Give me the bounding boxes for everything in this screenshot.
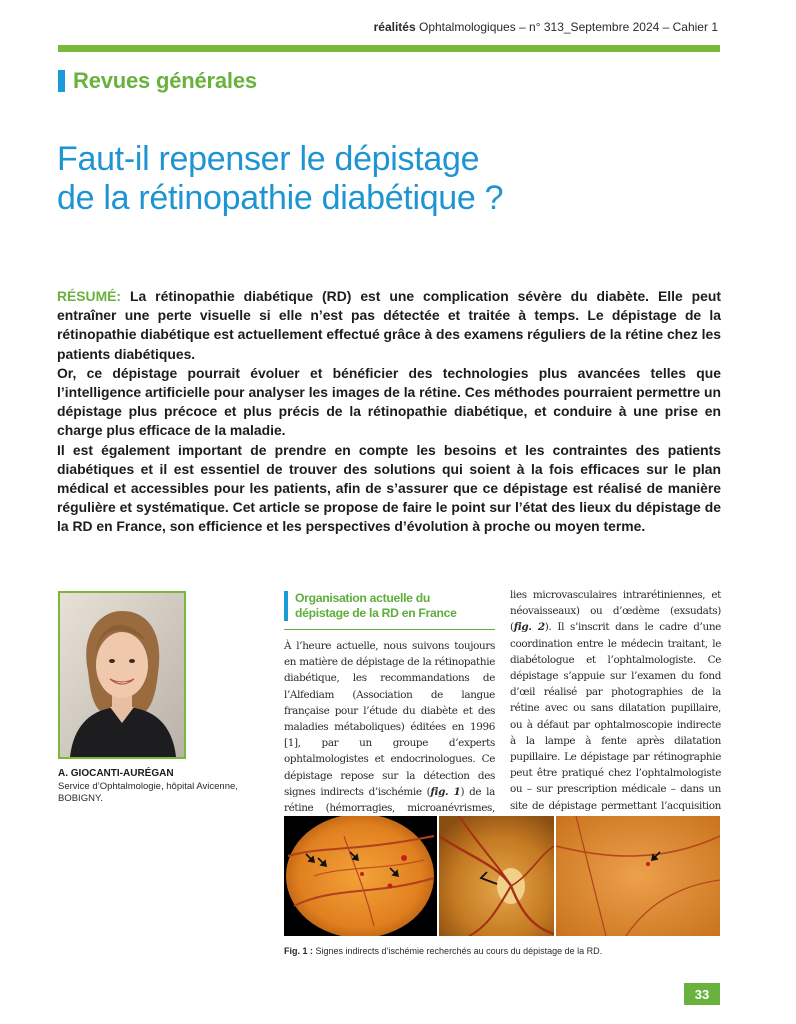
body-text: À l’heure actuelle, nous suivons toujours en matière de dépistage de la rétinopathie diabétique, les recommandations de l’Alfediam (Association de langue française pour l’étude du diabète et des maladies métaboliques) éditées en 1996 [1], par un groupe d’experts ophtalmologistes et endocrinologues. Ce dépistage repose sur la détection des signes indirects d’ischémie ( <box>284 640 495 798</box>
body-text: lies microvasculaires intrarétiniennes, et néovaisseaux) ou d’œdème (exsudats) ( <box>510 589 721 634</box>
figure-reference: fig. 2 <box>513 621 545 634</box>
subsection-heading <box>284 591 495 621</box>
article-title <box>57 140 737 218</box>
figure-label: Fig. 1 : <box>284 946 313 956</box>
subsection-heading-line-2: dépistage de la RD en France <box>295 606 457 620</box>
abstract-text-1: La rétinopathie diabétique (RD) est une complication sévère du diabète. Elle peut entraîner une perte visuelle si elle n’est pas détectée et traitée à temps. Le dépistage de la rétinopathie diabétique est actuellement effectué grâce à des examens réguliers de la rétine chez les patients diabétiques. <box>57 288 721 362</box>
figure-reference: fig. 1 <box>430 785 461 798</box>
journal-brand: réalités <box>373 20 416 34</box>
abstract-label: RÉSUMÉ: <box>57 288 122 304</box>
affiliation-line-2: BOBIGNY. <box>58 793 103 804</box>
page-number: 33 <box>684 983 720 1005</box>
section-label: Revues générales <box>73 68 257 93</box>
subsection-heading-line-1: Organisation actuelle du <box>295 591 431 605</box>
figure-caption-text: Signes indirects d’ischémie recherchés au cours du dépistage de la RD. <box>313 946 603 956</box>
body-text: ). Il s’inscrit dans le cadre d’une coordination entre le médecin traitant, le diabétologue et l’ophtalmologiste. Ce dépistage s’appuie sur l’examen du fond d’œil réalisé par photographies de la rétine avec ou sans dilatation pupillaire, ou à défaut par ophtalmoscopie indirecte à la lampe à fente après dilatation pupillaire. Le dépistage par rétinographie peut être pratiqué chez l’ophtalmologiste ou – sur prescription médicale – dans un site de dépistage permettant l’acquisition <box>510 621 721 812</box>
author-photo <box>58 591 186 759</box>
figure-caption <box>284 946 602 956</box>
author-portrait-illustration <box>60 593 184 757</box>
section-tag <box>58 69 257 93</box>
fundus-image-c <box>556 816 720 936</box>
body-column-2 <box>510 587 721 830</box>
journal-issue: Ophtalmologiques – n° 313_Septembre 2024 – Cahier 1 <box>415 20 718 34</box>
abstract-paragraph-3: Il est également important de prendre en compte les besoins et les contraintes des patients diabétiques et il est essentiel de trouver des solutions qui soient à la fois efficaces sur le plan médical et accessibles pour les patients, afin de s’assurer que ce dépistage est réalisé de manière régulière et systématique. Cet article se propose de faire le point sur l’état des lieux du dépistage de la RD en France, son efficience et les perspectives d’évolution à proche ou moyen terme. <box>57 441 721 535</box>
section-marker <box>58 70 65 92</box>
author-affiliation <box>58 781 268 805</box>
author-name: A. GIOCANTI-AURÉGAN <box>58 768 174 779</box>
subsection-rule <box>284 629 495 630</box>
header-rule <box>58 45 720 52</box>
body-paragraph-2 <box>510 587 721 830</box>
abstract <box>57 287 721 537</box>
body-column-1 <box>284 638 495 832</box>
title-line-1: Faut-il repenser le dépistage <box>57 140 480 178</box>
fundus-image-a <box>284 816 437 936</box>
fundus-image-b <box>439 816 554 936</box>
body-paragraph-1 <box>284 638 495 832</box>
running-head <box>374 20 718 34</box>
body-text: ) de la rétine (hémorragies, microanévrismes, <box>284 785 495 815</box>
abstract-paragraph-1 <box>57 287 721 364</box>
abstract-paragraph-2: Or, ce dépistage pourrait évoluer et bénéficier des technologies plus avancées telles que l’intelligence artificielle pour analyser les images de la rétine. Ces méthodes pourraient permettre un dépistage plus précoce et plus précis de la rétinopathie diabétique, et conduire à une prise en charge plus efficace de la maladie. <box>57 364 721 439</box>
affiliation-line-1: Service d’Ophtalmologie, hôpital Avicenne, <box>58 781 238 792</box>
title-line-2: de la rétinopathie diabétique ? <box>57 179 504 217</box>
